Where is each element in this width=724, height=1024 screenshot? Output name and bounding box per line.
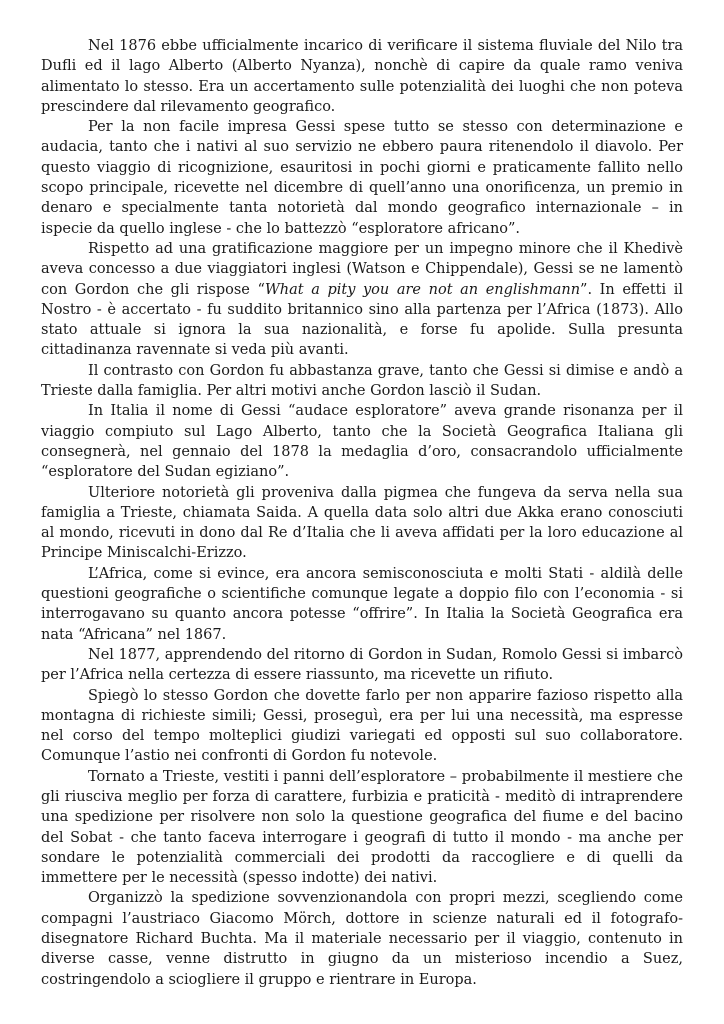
paragraph [41, 361, 683, 402]
paragraph [41, 888, 683, 989]
paragraph [41, 564, 683, 645]
paragraph-text: Ulteriore notorietà gli proveniva dalla pigmea che fungeva da serva nella sua famiglia a Trieste, chiamata Saida. A quella data solo altri due Akka erano conosciuti al mondo, ricevuti in dono dal Re d’Italia che li aveva affidati per la loro educazione al Principe Miniscalchi-Erizzo. [41, 484, 683, 562]
paragraph-text: L’Africa, come si evince, era ancora semisconosciuta e molti Stati - aldilà delle questioni geografiche o scientifiche comunque legate a doppio filo con l’economia - si interrogavano su quanto ancora potesse “offrire”. In Italia la Società Geografica era nata “Africana” nel 1867. [41, 565, 683, 643]
paragraph [41, 401, 683, 482]
paragraph-text: Il contrasto con Gordon fu abbastanza grave, tanto che Gessi si dimise e andò a Trieste dalla famiglia. Per altri motivi anche Gordon lasciò il Sudan. [41, 362, 683, 400]
paragraph [41, 686, 683, 767]
paragraph-text: ”. In effetti il Nostro - è accertato - fu suddito britannico sino alla partenza per l’Africa (1873). Allo stato attuale si ignora la sua nazionalità, e forse fu apolide. Sulla presunta cittadinanza ravennate si veda più avanti. [41, 281, 683, 359]
paragraph-text: Tornato a Trieste, vestiti i panni dell’esploratore – probabilmente il mestiere che gli riusciva meglio per forza di carattere, furbizia e praticità - meditò di intraprendere una spedizione per risolvere non solo la questione geografica del fiume e del bacino del Sobat - che tanto faceva interrogare i geografi di tutto il mondo - ma anche per sondare le potenzialità commerciali dei prodotti da raccogliere e di quelli da immettere per le necessità (spesso indotte) dei nativi. [41, 768, 683, 887]
paragraph-text: Organizzò la spedizione sovvenzionandola con propri mezzi, scegliendo come compagni l’austriaco Giacomo Mörch, dottore in scienze naturali ed il fotografo-disegnatore Richard Buchta. Ma il materiale necessario per il viaggio, contenuto in diverse casse, venne distrutto in giugno da un misterioso incendio a Suez, costringendolo a sciogliere il gruppo e rientrare in Europa. [41, 890, 683, 988]
paragraph [41, 483, 683, 564]
paragraph [41, 645, 683, 686]
paragraph-text: Per la non facile impresa Gessi spese tutto se stesso con determinazione e audacia, tanto che i nativi al suo servizio ne ebbero paura ritenendolo il diavolo. Per questo viaggio di ricognizione, esauritosi in pochi giorni e praticamente fallito nello scopo principale, ricevette nel dicembre di quell’anno una onorificenza, un premio in denaro e specialmente tanta notorietà dal mondo geografico internazionale – in ispecie da quello inglese - che lo battezzò “esploratore africano”. [41, 119, 683, 237]
paragraph-text: Nel 1876 ebbe ufficialmente incarico di verificare il sistema fluviale del Nilo tra Dufli ed il lago Alberto (Alberto Nyanza), nonchè di capire da quale ramo veniva alimentato lo stesso. Era un accertamento sulle potenzialità dei luoghi che non poteva prescindere dal rilevamento geografico. [41, 38, 683, 115]
paragraph-text: In Italia il nome di Gessi “audace esploratore” aveva grande risonanza per il viaggio compiuto sul Lago Alberto, tanto che la Società Geografica Italiana gli consegnerà, nel gennaio del 1878 la medaglia d’oro, consacrandolo ufficialmente “esploratore del Sudan egiziano”. [41, 403, 683, 481]
body-text [41, 36, 683, 990]
paragraph-text: Nel 1877, apprendendo del ritorno di Gordon in Sudan, Romolo Gessi si imbarcò per l’Africa nella certezza di essere riassunto, ma ricevette un rifiuto. [41, 646, 683, 684]
quote-italic: What a pity you are not an englishmann [264, 281, 581, 298]
paragraph [41, 239, 683, 361]
paragraph [41, 36, 683, 117]
paragraph-text: Spiegò lo stesso Gordon che dovette farlo per non apparire fazioso rispetto alla montagna di richieste simili; Gessi, proseguì, era per lui una necessità, ma espresse nel corso del tempo molteplici giudizi variegati ed opposti sul suo collaboratore. Comunque l’astio nei confronti di Gordon fu notevole. [41, 687, 683, 765]
paragraph [41, 767, 683, 889]
paragraph [41, 117, 683, 239]
paragraph-text: Rispetto ad una gratificazione maggiore per un impegno minore che il Khedivè aveva concesso a due viaggiatori inglesi (Watson e Chippendale), Gessi se ne lamentò con Gordon che gli rispose “ [41, 240, 683, 298]
